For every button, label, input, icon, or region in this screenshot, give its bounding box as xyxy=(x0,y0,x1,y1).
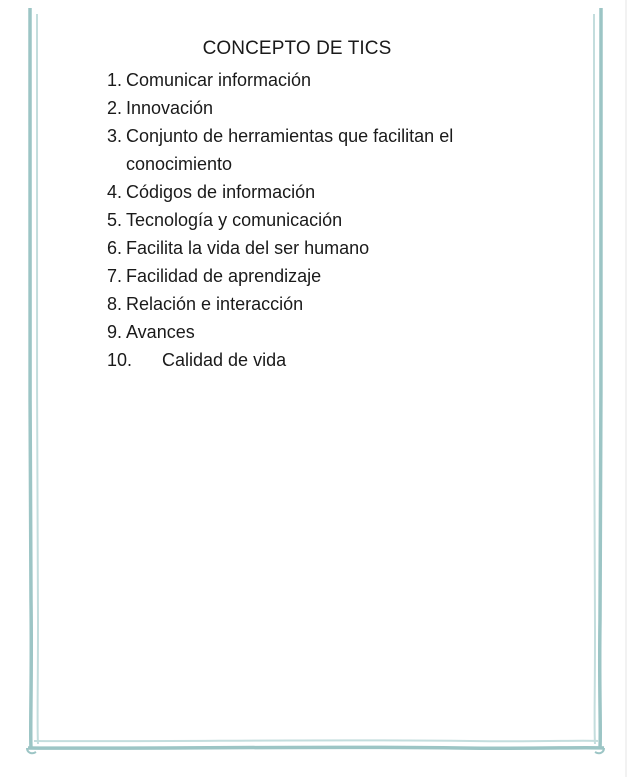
list-item-text: Conjunto de herramientas que facilitan el conocimiento xyxy=(126,126,454,174)
list-item-text: Tecnología y comunicación xyxy=(126,210,343,230)
list-item-text: Innovación xyxy=(126,98,214,118)
list-item xyxy=(0,318,631,346)
list-item xyxy=(0,178,631,206)
list-item-number: 5. xyxy=(107,210,123,230)
list-item-number: 6. xyxy=(107,238,123,258)
list-item-number: 4. xyxy=(107,182,123,202)
list-item xyxy=(0,66,631,94)
list-item-text: Comunicar información xyxy=(126,70,312,90)
list-item xyxy=(0,234,631,262)
list-item-number: 8. xyxy=(107,294,123,314)
list-item xyxy=(0,290,631,318)
list-item-text: Facilidad de aprendizaje xyxy=(126,266,322,286)
list-item-number: 9. xyxy=(107,322,123,342)
concept-list xyxy=(0,66,631,374)
list-item-number: 2. xyxy=(107,98,123,118)
list-item-text: Relación e interacción xyxy=(126,294,304,314)
list-item xyxy=(0,206,631,234)
list-item-text: Avances xyxy=(126,322,195,342)
list-item-text: Facilita la vida del ser humano xyxy=(126,238,370,258)
list-item-number: 7. xyxy=(107,266,123,286)
list-item-number: 3. xyxy=(107,126,123,146)
list-item xyxy=(0,94,631,122)
list-item xyxy=(0,122,631,178)
document-title: CONCEPTO DE TICS xyxy=(202,38,392,59)
list-item-text: Códigos de información xyxy=(126,182,316,202)
list-item xyxy=(0,262,631,290)
list-item-text: Calidad de vida xyxy=(162,350,287,370)
list-item xyxy=(0,346,631,374)
list-item-number: 10. xyxy=(107,350,133,370)
list-item-number: 1. xyxy=(107,70,123,90)
